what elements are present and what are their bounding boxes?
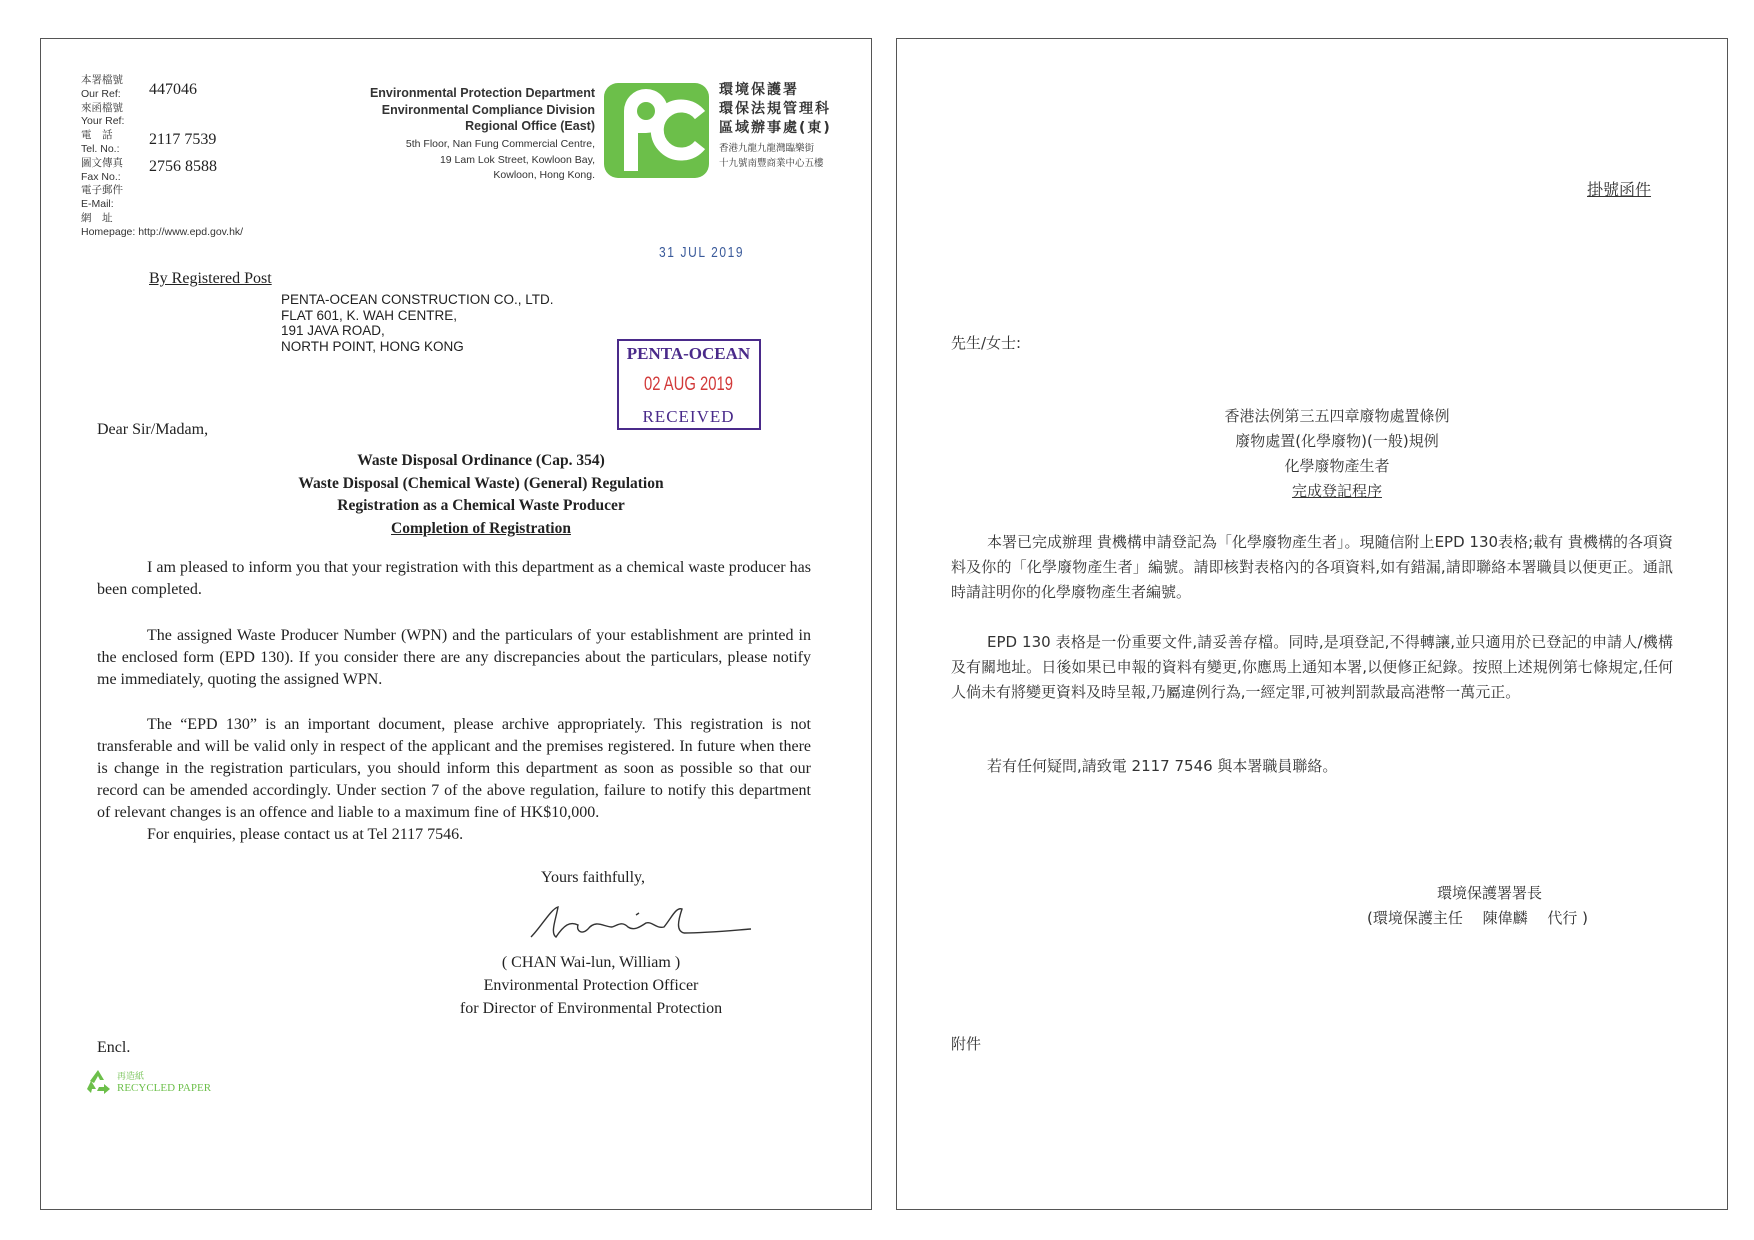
signature-icon (526, 897, 766, 947)
delivery-method: By Registered Post (149, 270, 272, 287)
department-name-zh: 環境保護署 環保法規管理科 區域辦事處(東) (719, 82, 832, 136)
enclosure-note: Encl. (97, 1039, 131, 1056)
signatory-block: ( CHAN Wai-lun, William ) Environmental Protection Officer for Director of Environmental Protection (459, 954, 723, 1017)
salutation: Dear Sir/Madam, (97, 421, 209, 438)
department-address-en: 5th Floor, Nan Fung Commercial Centre, 19 Lam Lok Street, Kowloon Bay, Kowloon, Hong Kong. (405, 138, 595, 181)
zh-salutation: 先生/女士: (951, 334, 1022, 352)
registered-mail-label: 掛號函件 (1587, 180, 1652, 199)
recipient-address: PENTA-OCEAN CONSTRUCTION CO., LTD. FLAT 601, K. WAH CENTRE, 191 JAVA ROAD, NORTH POINT, HONG KONG (281, 292, 554, 354)
body-paragraph: I am pleased to inform you that your registration with this department as a chemical waste producer has been completed. (97, 559, 811, 598)
zh-subject-heading: 香港法例第三五四章廢物處置條例 廢物處置(化學廢物)(一般)規例 化學廢物產生者 完成登記程序 (1224, 407, 1450, 500)
body-paragraph: The “EPD 130” is an important document, please archive appropriately. This registration is not transferable and will be valid only in respect of the applicant and the premises registered. In future when there is change in the registration particulars, you should inform this department as soon as possible so that our record can be amended accordingly. Under section 7 of the above regulation, failure to notify this department of relevant changes is an offence and liable to a maximum fine of HK$10,000. (97, 716, 811, 821)
body-paragraph: The assigned Waste Producer Number (WPN) and the particulars of your establishment are printed in the enclosed form (EPD 130). If you consider there are any discrepancies about the particulars, please notify me immediately, quoting the assigned WPN. (97, 627, 811, 688)
fax-value: 2756 8588 (149, 158, 217, 175)
subject-heading: Waste Disposal Ordinance (Cap. 354) Waste Disposal (Chemical Waste) (General) Regulation Registration as a Chemical Waste Producer Completion of Registration (298, 452, 664, 537)
epd-logo-icon (604, 83, 709, 178)
letter-date-stamp: 31 JUL 2019 (659, 244, 745, 261)
closing: Yours faithfully, (541, 869, 646, 886)
body-paragraph: For enquiries, please contact us at Tel 2117 7546. (147, 826, 464, 843)
tel-value: 2117 7539 (149, 131, 217, 148)
chinese-letter-page (896, 38, 1728, 1210)
english-letter-page (40, 38, 872, 1210)
stamp-status: RECEIVED (642, 407, 735, 426)
department-name-en: Environmental Protection Department Environmental Compliance Division Regional Office (East) (369, 86, 595, 133)
stamp-date: 02 AUG 2019 (644, 374, 733, 395)
recycled-paper-zh: 再造紙 (117, 1072, 145, 1082)
zh-attachment-note: 附件 (951, 1035, 982, 1053)
zh-body-paragraph: 本署已完成辦理 貴機構申請登記為「化學廢物產生者」。現隨信附上EPD 130表格;載有 貴機構的各項資料及你的「化學廢物產生者」編號。請即核對表格內的各項資料,如有錯漏,請即聯絡本署職員以便更正。通訊時請註明你的化學廢物產生者編號。 (951, 533, 1673, 601)
department-address-zh: 香港九龍九龍灣臨樂街 十九號南豐商業中心五樓 (719, 143, 824, 169)
zh-body-paragraph: 若有任何疑問,請致電 2117 7546 與本署職員聯絡。 (987, 757, 1338, 775)
received-stamp (617, 339, 761, 430)
recycled-paper-en: RECYCLED PAPER (117, 1082, 212, 1094)
zh-signoff-title: 環境保護署署長 (1437, 884, 1543, 902)
header-labels: 本署檔號 Our Ref: 來函檔號 Your Ref: 電 話 Tel. No.: 圖文傳真 Fax No.: 電子郵件 E-Mail: 網 址 Homepage: http://www.epd.gov.hk/ (81, 74, 244, 238)
our-ref-value: 447046 (149, 81, 197, 98)
zh-signoff-officer: (環境保護主任 陳偉麟 代行 ) (1367, 909, 1589, 927)
recycle-icon (83, 1067, 113, 1097)
homepage-url: http://www.epd.gov.hk/ (138, 225, 244, 238)
stamp-company: PENTA-OCEAN (626, 344, 751, 363)
zh-body-paragraph: EPD 130 表格是一份重要文件,請妥善存檔。同時,是項登記,不得轉讓,並只適用於已登記的申請人/機構及有關地址。日後如果已申報的資料有變更,你應馬上通知本署,以便修正紀錄。按照上述規例第七條規定,任何人倘未有將變更資料及時呈報,乃屬違例行為,一經定罪,可被判罰款最高港幣一萬元正。 (951, 633, 1673, 701)
